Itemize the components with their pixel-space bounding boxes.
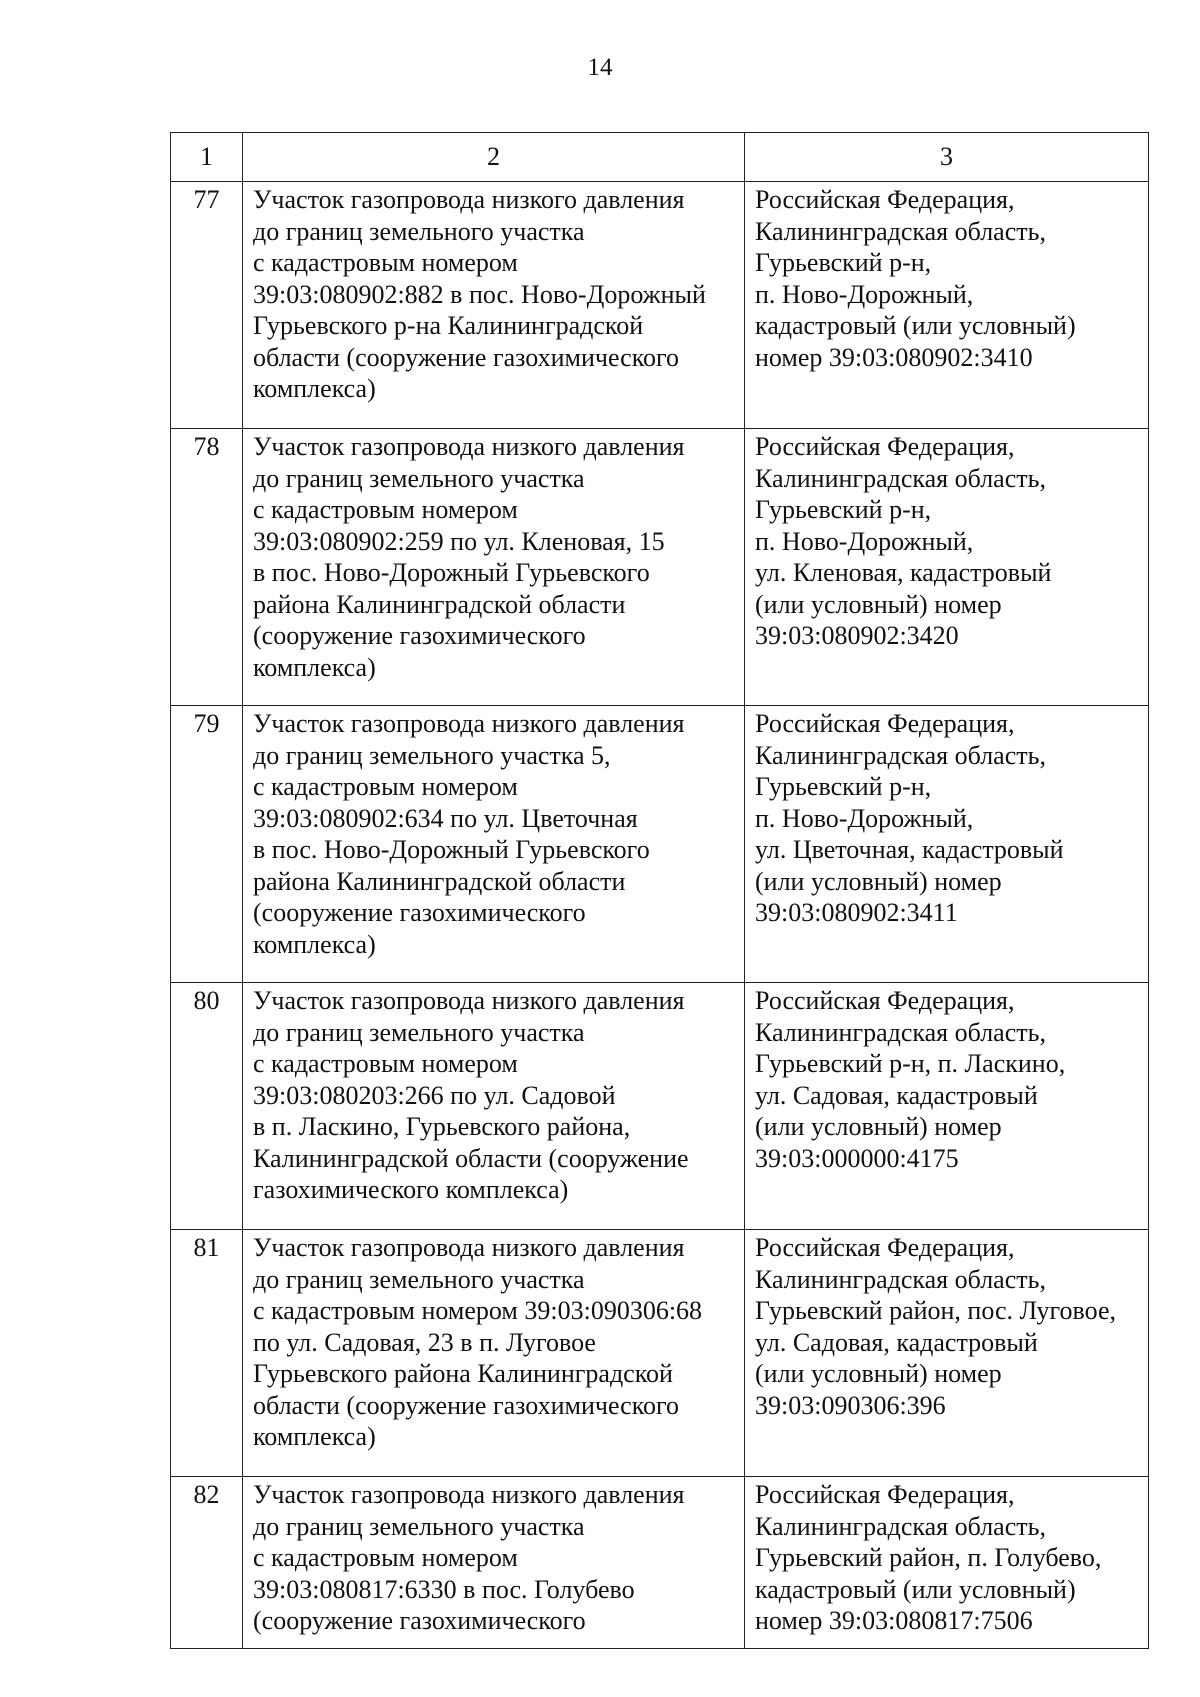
- table-row: [171, 706, 1149, 983]
- object-description: Участок газопровода низкого давления до границ земельного участка с кадастровым номером 39:03:080817:6330 в пос. Голубево (сооружение газохимического: [243, 1477, 745, 1649]
- object-description: Участок газопровода низкого давления до границ земельного участка с кадастровым номером 39:03:080203:266 по ул. Садовой в п. Ласкино, Гурьевского района, Калининградской области (сооружение газохимического комплекса): [243, 983, 745, 1230]
- table-row: [171, 182, 1149, 429]
- row-number: 82: [171, 1477, 243, 1649]
- property-table: [170, 132, 1149, 1649]
- object-location: Российская Федерация, Калининградская область, Гурьевский район, п. Голубево, кадастровый (или условный) номер 39:03:080817:7506: [745, 1477, 1149, 1649]
- column-header-1: 1: [171, 133, 243, 182]
- column-header-2: 2: [243, 133, 745, 182]
- row-number: 78: [171, 429, 243, 706]
- table-header-row: [171, 133, 1149, 182]
- object-description: Участок газопровода низкого давления до границ земельного участка с кадастровым номером 39:03:090306:68 по ул. Садовая, 23 в п. Луговое Гурьевского района Калининградской области (сооружение газохимического комплекса): [243, 1230, 745, 1477]
- row-number: 77: [171, 182, 243, 429]
- object-location: Российская Федерация, Калининградская область, Гурьевский р-н, п. Ново-Дорожный, ул. Кленовая, кадастровый (или условный) номер 39:03:080902:3420: [745, 429, 1149, 706]
- page-number: 14: [587, 54, 613, 81]
- column-header-3: 3: [745, 133, 1149, 182]
- object-location: Российская Федерация, Калининградская область, Гурьевский р-н, п. Ново-Дорожный, ул. Цветочная, кадастровый (или условный) номер 39:03:080902:3411: [745, 706, 1149, 983]
- object-location: Российская Федерация, Калининградская область, Гурьевский р-н, п. Ново-Дорожный, кадастровый (или условный) номер 39:03:080902:3410: [745, 182, 1149, 429]
- row-number: 80: [171, 983, 243, 1230]
- table-row: [171, 1230, 1149, 1477]
- object-location: Российская Федерация, Калининградская область, Гурьевский район, пос. Луговое, ул. Садовая, кадастровый (или условный) номер 39:03:090306:396: [745, 1230, 1149, 1477]
- object-description: Участок газопровода низкого давления до границ земельного участка с кадастровым номером 39:03:080902:259 по ул. Кленовая, 15 в пос. Ново-Дорожный Гурьевского района Калининградской области (сооружение газохимического комплекса): [243, 429, 745, 706]
- object-location: Российская Федерация, Калининградская область, Гурьевский р-н, п. Ласкино, ул. Садовая, кадастровый (или условный) номер 39:03:000000:4175: [745, 983, 1149, 1230]
- table-row: [171, 429, 1149, 706]
- object-description: Участок газопровода низкого давления до границ земельного участка 5, с кадастровым номером 39:03:080902:634 по ул. Цветочная в пос. Ново-Дорожный Гурьевского района Калининградской области (сооружение газохимического комплекса): [243, 706, 745, 983]
- table-row: [171, 1477, 1149, 1649]
- row-number: 79: [171, 706, 243, 983]
- row-number: 81: [171, 1230, 243, 1477]
- object-description: Участок газопровода низкого давления до границ земельного участка с кадастровым номером 39:03:080902:882 в пос. Ново-Дорожный Гурьевского р-на Калининградской области (сооружение газохимического комплекса): [243, 182, 745, 429]
- table-row: [171, 983, 1149, 1230]
